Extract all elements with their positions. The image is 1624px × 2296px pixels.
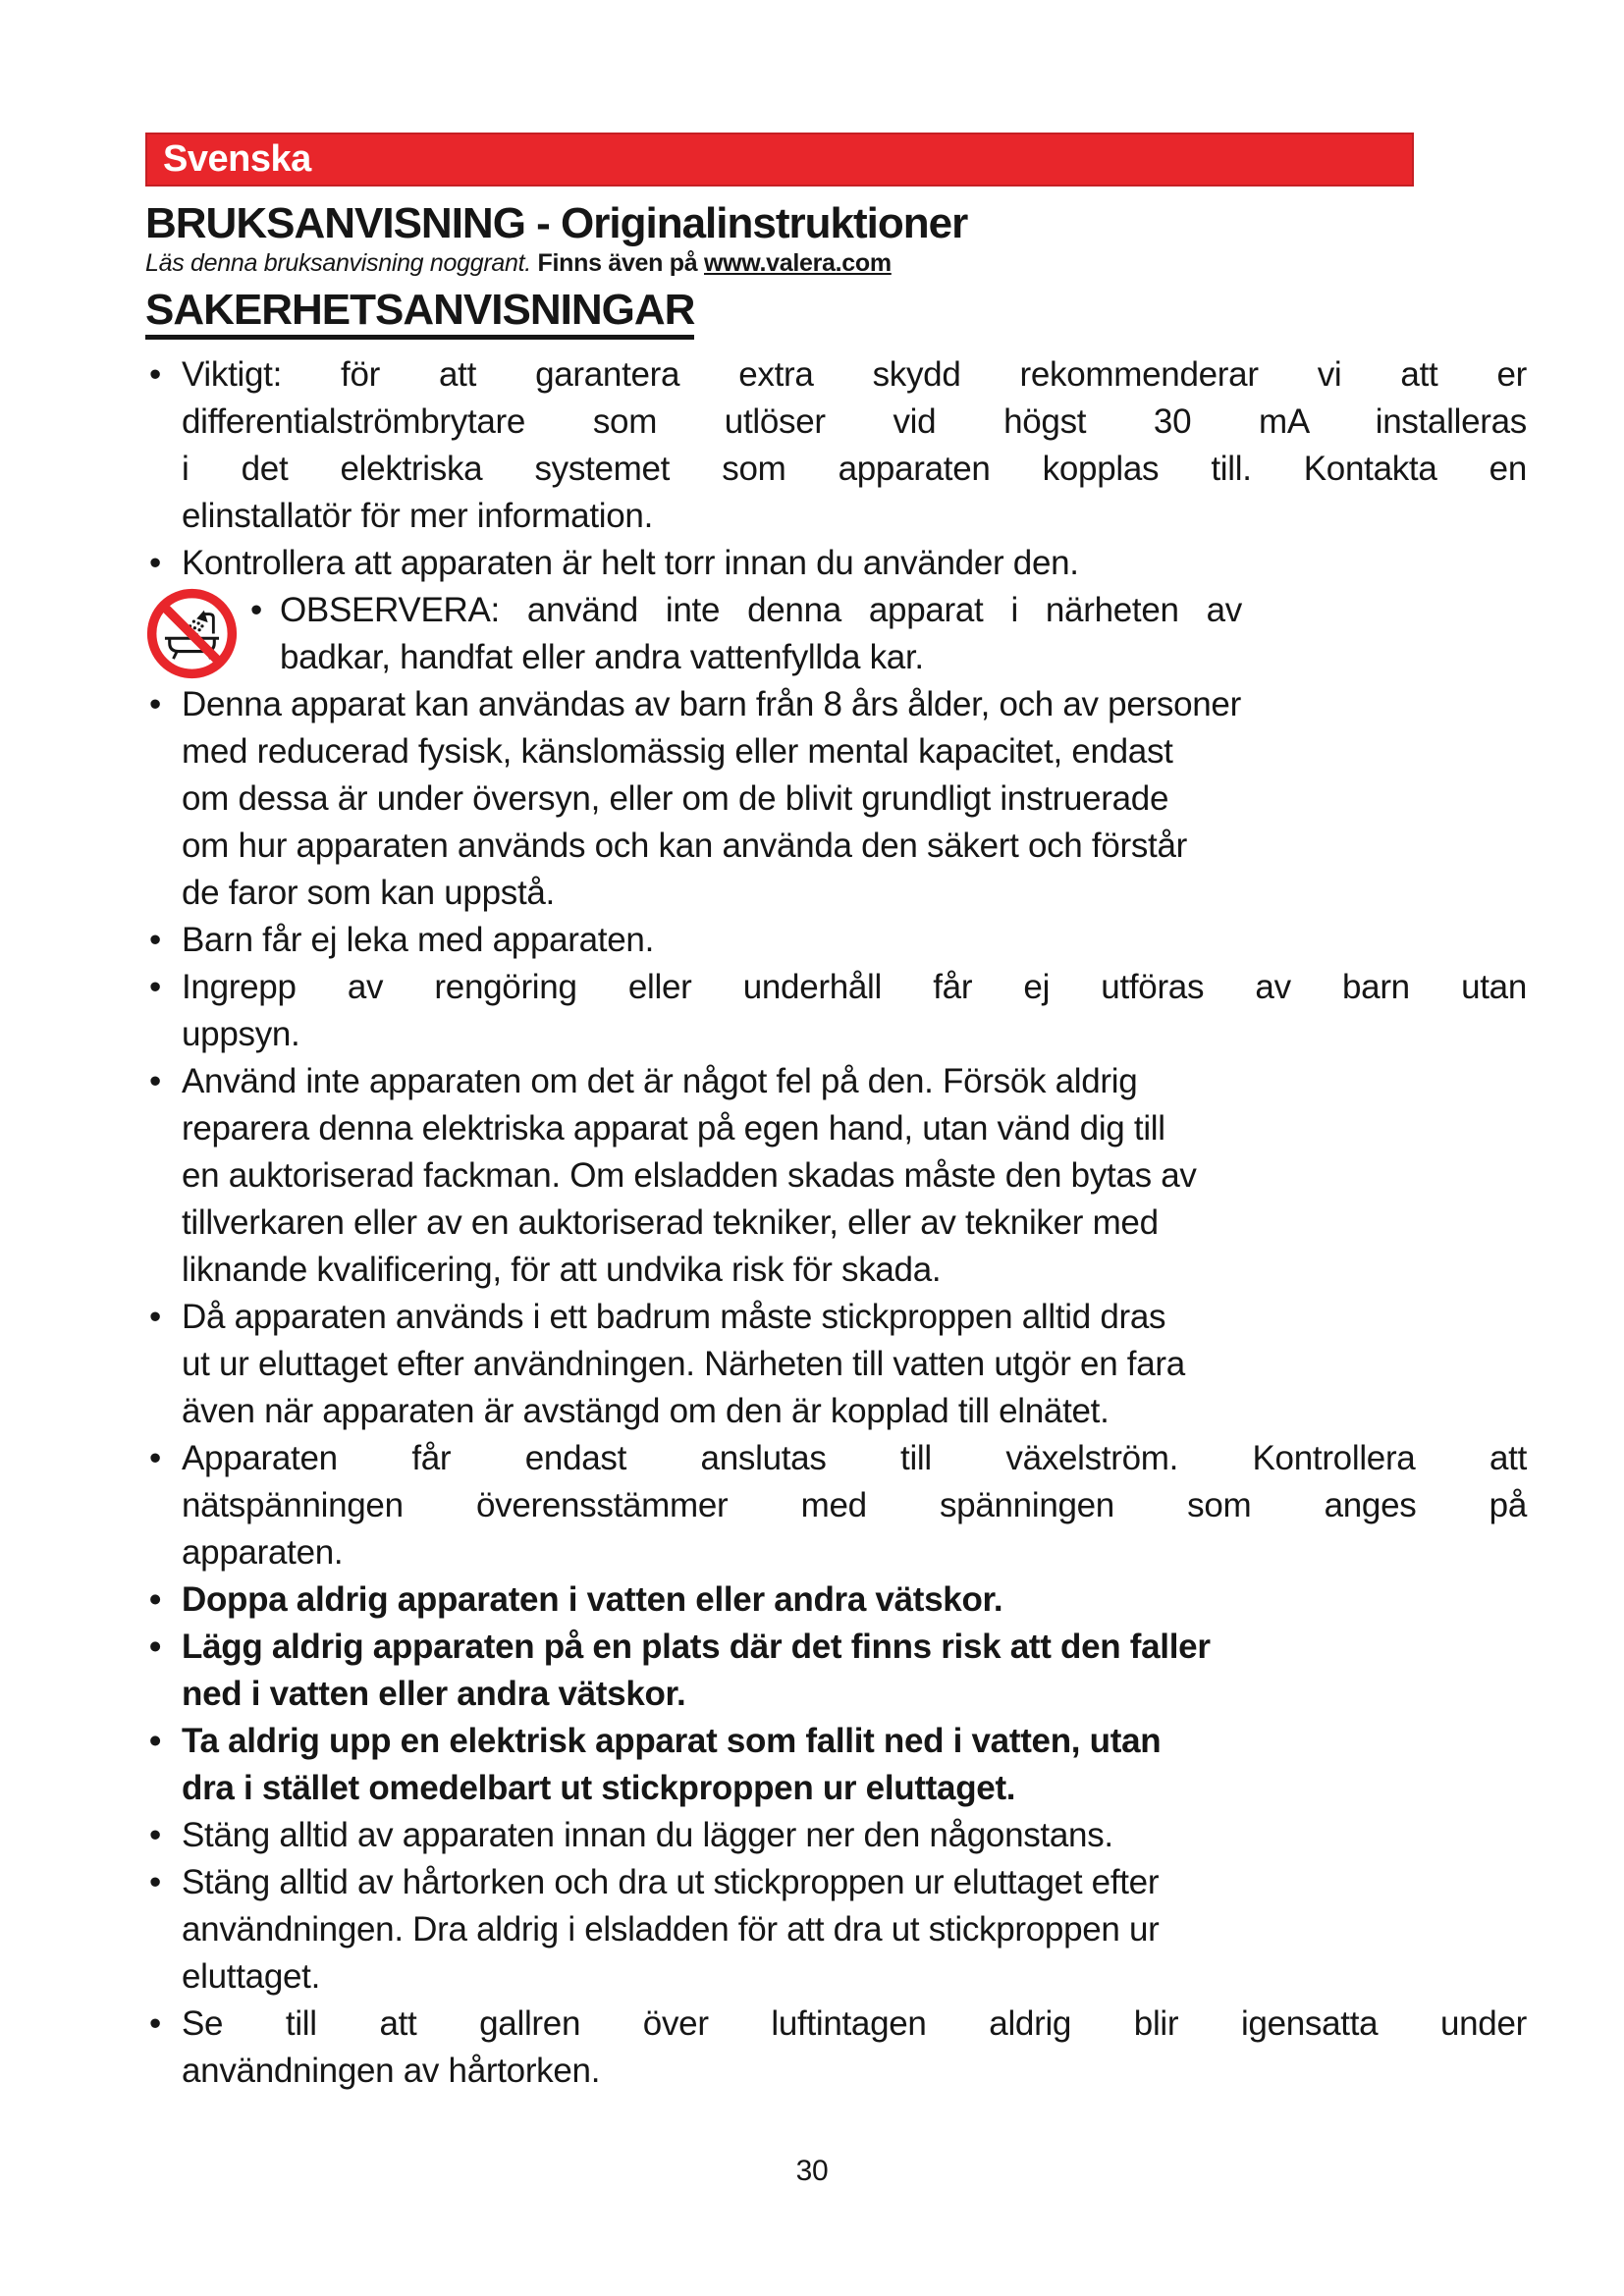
safety-bullet [145, 351, 1527, 540]
text-line: Se till att gallren över luftintagen aldrig blir igensatta under [182, 2003, 1527, 2043]
text-line: dra i stället omedelbart ut stickproppen ur eluttaget. [182, 1768, 1016, 1807]
text-line: även när apparaten är avstängd om den är kopplad till elnätet. [182, 1391, 1110, 1430]
safety-heading: SAKERHETSANVISNINGAR [145, 288, 694, 339]
safety-bullet [145, 917, 1527, 964]
text-line: användningen av hårtorken. [182, 2051, 601, 2090]
text-line: tillverkaren eller av en auktoriserad tekniker, eller av tekniker med [182, 1202, 1159, 1242]
text-line: differentialströmbrytare som utlöser vid högst 30 mA installeras [182, 401, 1527, 441]
safety-bullet [145, 1294, 1527, 1435]
bullet-marker: • [149, 1438, 161, 1477]
safety-bullet [145, 1859, 1527, 2001]
bullet-marker: • [149, 543, 161, 582]
bullet-marker: • [149, 354, 161, 394]
safety-bullet [145, 1576, 1527, 1624]
text-line: liknande kvalificering, för att undvika risk för skada. [182, 1250, 942, 1289]
language-bar [145, 133, 1414, 187]
text-line: användningen. Dra aldrig i elsladden för att dra ut stickproppen ur [182, 1909, 1160, 1949]
safety-bullet [145, 1058, 1527, 1294]
subtitle-note: Läs denna bruksanvisning noggrant. [145, 249, 531, 278]
bullet-marker: • [149, 1297, 161, 1336]
bullet-marker: • [149, 684, 161, 723]
bullet-marker: • [149, 920, 161, 959]
safety-bullet [145, 964, 1527, 1058]
text-line: Ingrepp av rengöring eller underhåll får ej utföras av barn utan [182, 967, 1527, 1006]
text-line: Apparaten får endast anslutas till växelström. Kontrollera att [182, 1438, 1527, 1477]
bullet-marker: • [149, 1815, 161, 1854]
subtitle [145, 249, 1527, 278]
bullet-marker: • [149, 967, 161, 1006]
text-line: OBSERVERA: använd inte denna apparat i närheten av [280, 590, 1242, 629]
text-line: nätspänningen överensstämmer med spänningen som anges på [182, 1485, 1527, 1524]
safety-bullet [145, 2001, 1527, 2095]
text-line: Stäng alltid av hårtorken och dra ut stickproppen ur eluttaget efter [182, 1862, 1160, 1901]
no-bathtub-icon [145, 587, 239, 680]
safety-bullet [145, 681, 1527, 917]
text-line: i det elektriska systemet som apparaten kopplas till. Kontakta en [182, 449, 1527, 488]
valera-link[interactable]: www.valera.com [704, 249, 892, 278]
safety-bullet [145, 1812, 1527, 1859]
text-line: om hur apparaten används och kan använda den säkert och förstår [182, 826, 1187, 865]
safety-bullet [145, 1624, 1527, 1718]
text-line: badkar, handfat eller andra vattenfyllda kar. [280, 637, 924, 676]
language-label: Svenska [163, 138, 311, 180]
text-line: Då apparaten används i ett badrum måste stickproppen alltid dras [182, 1297, 1166, 1336]
page-number: 30 [795, 2155, 829, 2187]
bullet-marker: • [149, 1862, 161, 1901]
safety-bullet [145, 1718, 1527, 1812]
safety-bullet [145, 540, 1527, 587]
text-line: Doppa aldrig apparaten i vatten eller andra vätskor. [182, 1579, 1003, 1619]
text-line: eluttaget. [182, 1956, 320, 1996]
text-line: Lägg aldrig apparaten på en plats där det finns risk att den faller [182, 1627, 1211, 1666]
bullet-marker: • [149, 1627, 161, 1666]
text-line: ned i vatten eller andra vätskor. [182, 1674, 686, 1713]
safety-list [145, 351, 1527, 2095]
subtitle-also: Finns även på [537, 249, 698, 278]
page-title: BRUKSANVISNING - Originalinstruktioner [145, 199, 968, 247]
safety-bullet [145, 1435, 1527, 1576]
text-line: med reducerad fysisk, känslomässig eller mental kapacitet, endast [182, 731, 1173, 771]
text-line: en auktoriserad fackman. Om elsladden skadas måste den bytas av [182, 1155, 1197, 1195]
text-line: ut ur eluttaget efter användningen. Närheten till vatten utgör en fara [182, 1344, 1185, 1383]
bullet-marker: • [149, 1721, 161, 1760]
bullet-marker: • [149, 2003, 161, 2043]
text-line: apparaten. [182, 1532, 344, 1572]
text-line: reparera denna elektriska apparat på egen hand, utan vänd dig till [182, 1108, 1165, 1148]
bullet-marker: • [250, 590, 262, 629]
text-line: Denna apparat kan användas av barn från 8 års ålder, och av personer [182, 684, 1241, 723]
text-line: om dessa är under översyn, eller om de blivit grundligt instruerade [182, 778, 1169, 818]
text-line: Stäng alltid av apparaten innan du lägger ner den någonstans. [182, 1815, 1113, 1854]
text-line: Kontrollera att apparaten är helt torr innan du använder den. [182, 543, 1079, 582]
bullet-marker: • [149, 1579, 161, 1619]
text-line: Ta aldrig upp en elektrisk apparat som fallit ned i vatten, utan [182, 1721, 1162, 1760]
safety-bullet [145, 587, 1527, 681]
text-line: Barn får ej leka med apparaten. [182, 920, 654, 959]
bullet-marker: • [149, 1061, 161, 1100]
text-line: Viktigt: för att garantera extra skydd rekommenderar vi att er [182, 354, 1527, 394]
text-line: Använd inte apparaten om det är något fel på den. Försök aldrig [182, 1061, 1138, 1100]
text-line: de faror som kan uppstå. [182, 873, 555, 912]
text-line: uppsyn. [182, 1014, 300, 1053]
text-line: elinstallatör för mer information. [182, 496, 653, 535]
